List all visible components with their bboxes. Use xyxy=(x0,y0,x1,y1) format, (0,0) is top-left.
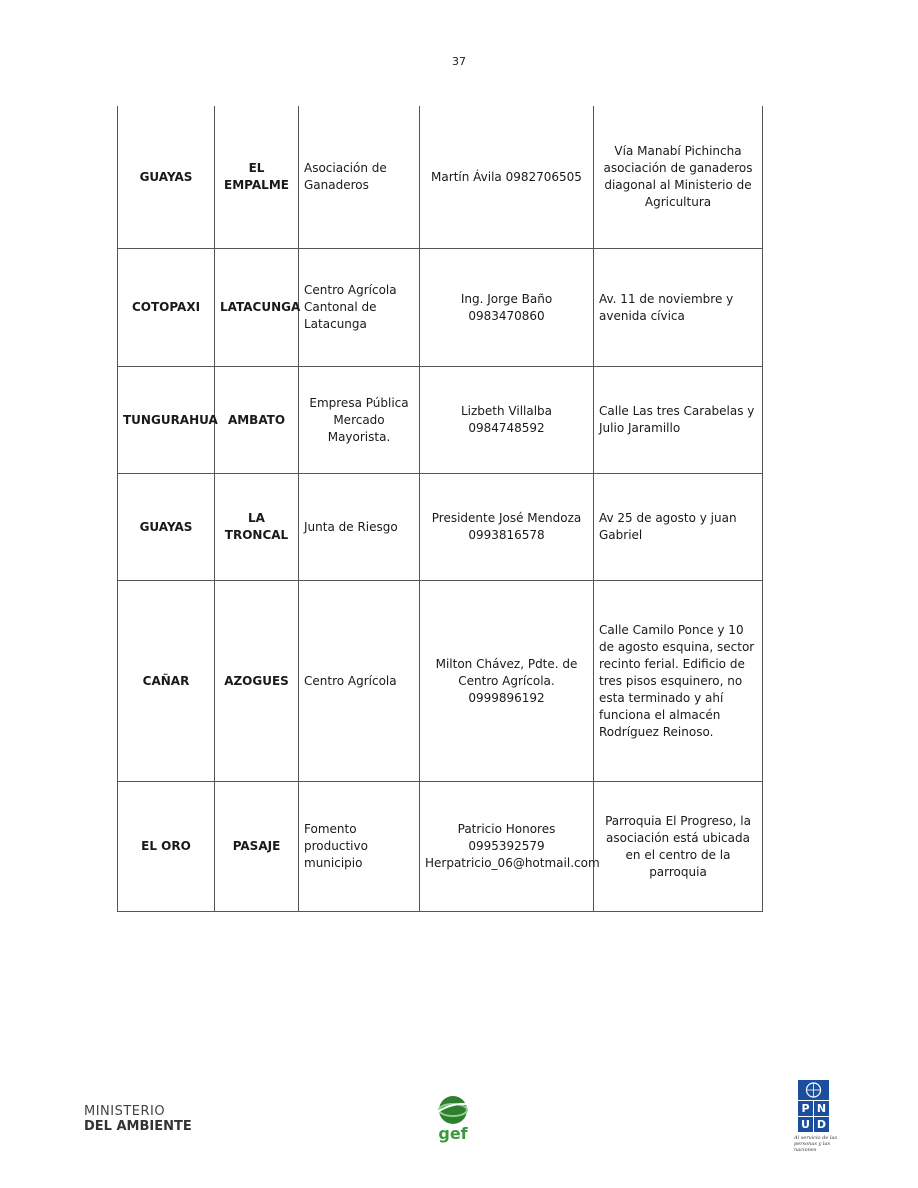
table-row xyxy=(118,367,763,474)
table-row xyxy=(118,249,763,367)
gef-wordmark: gef xyxy=(438,1124,468,1143)
address-cell: Calle Las tres Carabelas y Julio Jaramillo xyxy=(594,367,763,474)
address-cell: Calle Camilo Ponce y 10 de agosto esquina, sector recinto ferial. Edificio de tres pisos esquinero, no esta terminado y ahí funciona el almacén Rodríguez Reinoso. xyxy=(594,581,763,782)
table-row xyxy=(118,581,763,782)
province-cell: GUAYAS xyxy=(118,474,215,581)
ministerio-logo-line1: MINISTERIO xyxy=(84,1104,166,1119)
pnud-letter-p: P xyxy=(798,1101,813,1116)
organization-cell: Empresa Pública Mercado Mayorista. xyxy=(299,367,420,474)
province-cell: TUNGURAHUA xyxy=(118,367,215,474)
province-cell: GUAYAS xyxy=(118,106,215,249)
pnud-caption: Al servicio de las personas y las naciones xyxy=(794,1135,838,1153)
contact-cell: Ing. Jorge Baño 0983470860 xyxy=(420,249,594,367)
globe-icon xyxy=(430,1093,476,1143)
contact-cell: Martín Ávila 0982706505 xyxy=(420,106,594,249)
pnud-logo xyxy=(794,1080,838,1153)
canton-cell: AZOGUES xyxy=(215,581,299,782)
contacts-table xyxy=(117,106,763,912)
page-number: 37 xyxy=(452,55,466,68)
pnud-letter-d: D xyxy=(814,1117,829,1132)
table-row xyxy=(118,474,763,581)
province-cell: EL ORO xyxy=(118,782,215,912)
un-emblem-icon xyxy=(798,1080,829,1100)
canton-cell: AMBATO xyxy=(215,367,299,474)
ministerio-logo-line2: DEL AMBIENTE xyxy=(84,1119,192,1134)
canton-cell: LA TRONCAL xyxy=(215,474,299,581)
canton-cell: LATACUNGA xyxy=(215,249,299,367)
province-cell: CAÑAR xyxy=(118,581,215,782)
organization-cell: Centro Agrícola xyxy=(299,581,420,782)
address-cell: Av. 11 de noviembre y avenida cívica xyxy=(594,249,763,367)
table-row xyxy=(118,782,763,912)
organization-cell: Junta de Riesgo xyxy=(299,474,420,581)
organization-cell: Fomento productivo municipio xyxy=(299,782,420,912)
organization-cell: Asociación de Ganaderos xyxy=(299,106,420,249)
contact-cell: Presidente José Mendoza 0993816578 xyxy=(420,474,594,581)
gef-logo xyxy=(430,1093,476,1143)
address-cell: Vía Manabí Pichincha asociación de ganaderos diagonal al Ministerio de Agricultura xyxy=(594,106,763,249)
canton-cell: EL EMPALME xyxy=(215,106,299,249)
contact-cell: Milton Chávez, Pdte. de Centro Agrícola. 0999896192 xyxy=(420,581,594,782)
ministerio-ambiente-logo xyxy=(84,1105,192,1134)
contact-cell: Lizbeth Villalba 0984748592 xyxy=(420,367,594,474)
province-cell: COTOPAXI xyxy=(118,249,215,367)
address-cell: Parroquia El Progreso, la asociación está ubicada en el centro de la parroquia xyxy=(594,782,763,912)
organization-cell: Centro Agrícola Cantonal de Latacunga xyxy=(299,249,420,367)
canton-cell: PASAJE xyxy=(215,782,299,912)
pnud-letter-n: N xyxy=(814,1101,829,1116)
address-cell: Av 25 de agosto y juan Gabriel xyxy=(594,474,763,581)
contact-cell: Patricio Honores 0995392579 Herpatricio_06@hotmail.com xyxy=(420,782,594,912)
pnud-letter-u: U xyxy=(798,1117,813,1132)
table-row xyxy=(118,106,763,249)
